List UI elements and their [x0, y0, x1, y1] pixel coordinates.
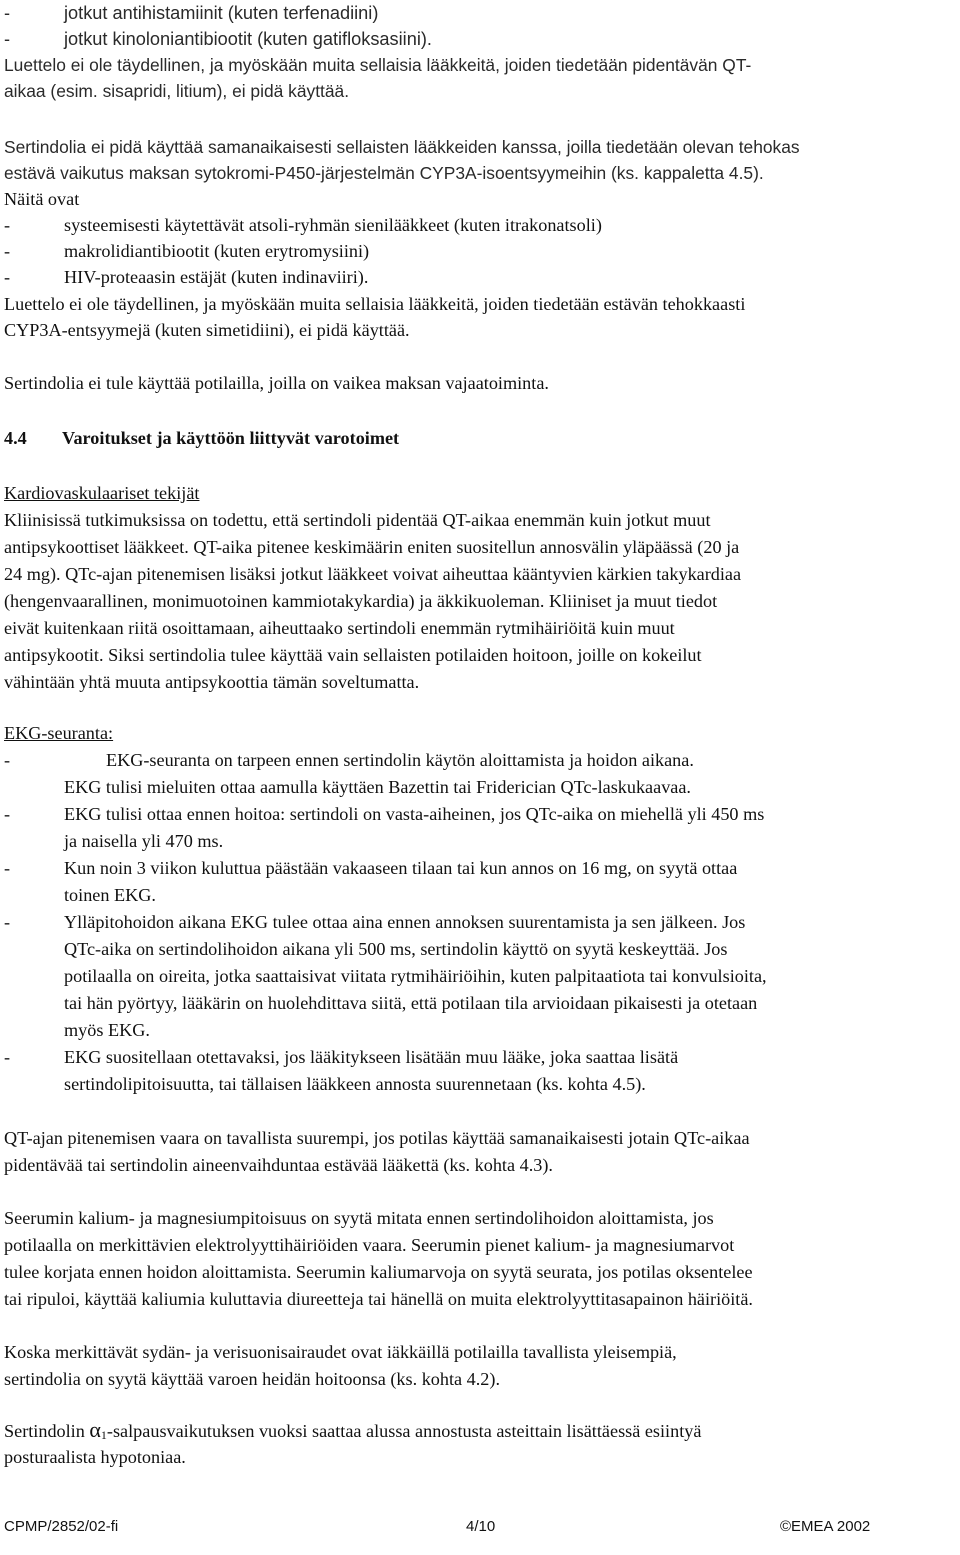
paragraph-line: antipsykoottiset lääkkeet. QT-aika pitenee keskimäärin eniten suositellun annosvälin yläpäässä (20 ja — [4, 537, 740, 557]
paragraph: posturaalista hypotoniaa. — [4, 1447, 186, 1467]
paragraph: Sertindolin α1-salpausvaikutuksen vuoksi saattaa alussa annostusta asteittain lisättäessä esiintyä — [4, 1417, 702, 1442]
paragraph-line: eivät kuitenkaan riitä osoittamaan, aiheuttaako sertindoli enemmän rytmihäiriöitä kuin muut — [4, 618, 675, 638]
subheading: Kardiovaskulaariset tekijät — [4, 483, 200, 503]
footer-page-number: 4/10 — [466, 1518, 496, 1535]
paragraph-line: antipsykootit. Siksi sertindolia tulee käyttää vain sellaisten potilaiden hoitoon, joille on kokeilut — [4, 645, 702, 665]
paragraph-line: Seerumin kalium- ja magnesiumpitoisuus on syytä mitata ennen sertindolihoidon aloittamista, jos — [4, 1208, 714, 1228]
paragraph: sertindolia on syytä käyttää varoen heidän hoitoonsa (ks. kohta 4.2). — [4, 1369, 500, 1389]
paragraph: QT-ajan pitenemisen vaara on tavallista suurempi, jos potilas käyttää samanaikaisesti jotain QTc-aikaa — [4, 1128, 750, 1148]
alpha-symbol: α — [89, 1417, 101, 1442]
subheading: EKG-seuranta: — [4, 723, 114, 743]
paragraph-line: Kliinisissä tutkimuksissa on todettu, että sertindoli pidentää QT-aikaa enemmän kuin jotkut muut — [4, 510, 711, 530]
alpha-subscript: 1 — [100, 1428, 107, 1442]
paragraph-line: tai ripuloi, käyttää kaliumia kuluttavia diureetteja tai hänellä on muita elektrolyyttitasapainon häiriöitä. — [4, 1289, 753, 1309]
paragraph: Luettelo ei ole täydellinen, ja myöskään muita sellaisia lääkkeitä, joiden tiedetään pidentävän QT- — [4, 55, 752, 75]
paragraph: Koska merkittävät sydän- ja verisuonisairaudet ovat iäkkäillä potilailla tavallista yleisempiä, — [4, 1342, 677, 1362]
footer-doc-id: CPMP/2852/02-fi — [4, 1518, 119, 1535]
paragraph: pidentävää tai sertindolin aineenvaihduntaa estävää lääkettä (ks. kohta 4.3). — [4, 1155, 553, 1175]
paragraph: Sertindolia ei pidä käyttää samanaikaisesti sellaisten lääkkeiden kanssa, joilla tiedetään olevan tehokas — [4, 137, 800, 157]
footer-copyright: ©EMEA 2002 — [780, 1518, 871, 1535]
section-heading — [4, 425, 399, 452]
paragraph-line: potilaalla on merkittävien elektrolyyttihäiriöiden vaara. Seerumin pienet kalium- ja magnesiumarvot — [4, 1235, 735, 1255]
paragraph-line: 24 mg). QTc-ajan pitenemisen lisäksi jotkut lääkkeet voivat aiheuttaa kääntyvien kärkien takykardiaa — [4, 564, 742, 584]
paragraph: Sertindolia ei tule käyttää potilailla, joilla on vaikea maksan vajaatoiminta. — [4, 373, 549, 393]
paragraph: CYP3A-entsyymejä (kuten simetidiini), ei pidä käyttää. — [4, 320, 410, 340]
paragraph: Näitä ovat — [4, 189, 80, 209]
paragraph: Luettelo ei ole täydellinen, ja myöskään muita sellaisia lääkkeitä, joiden tiedetään estävän tehokkaasti — [4, 294, 746, 314]
section-title: Varoitukset ja käyttöön liittyvät varotoimet — [62, 428, 400, 448]
paragraph: estävä vaikutus maksan sytokromi-P450-järjestelmän CYP3A-isoentsyymeihin (ks. kappaletta 4.5). — [4, 163, 764, 183]
paragraph-line: tulee korjata ennen hoidon aloittamista. Seerumin kaliumarvoja on syytä seurata, jos potilas oksentelee — [4, 1262, 753, 1282]
paragraph: aikaa (esim. sisapridi, litium), ei pidä käyttää. — [4, 81, 350, 101]
section-number: 4.4 — [4, 428, 27, 448]
paragraph-line: (hengenvaarallinen, monimuotoinen kammiotakykardia) ja äkkikuoleman. Kliiniset ja muut tiedot — [4, 591, 718, 611]
paragraph-line: vähintään yhtä muuta antipsykoottia tämän soveltumatta. — [4, 672, 420, 692]
